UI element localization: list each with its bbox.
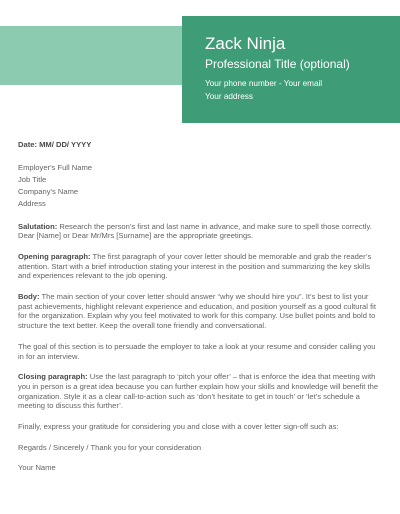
applicant-name: Zack Ninja [205,34,286,53]
header-block [182,16,400,123]
header-accent-band [0,26,182,85]
letter-body [18,140,380,484]
contact-line: Your phone number - Your email [205,79,323,88]
closing-text: Use the last paragraph to ‘pitch your offer’ – that is enforce the idea that meeting with you in person is a great idea because you can further explain how your skills and knowledge will benefit the organization. Style it as a clear call-to-action such as ‘don’t hesitate to get in touch’ or ‘let’s schedule a meeting to discuss this further’. [18,372,379,411]
salutation-paragraph [18,222,380,241]
company-name: Company's Name [18,187,79,197]
opening-text: The first paragraph of your cover letter should be memorable and grab the reader’s attention. Start with a brief introduction stating your interest in the position and summarizing the key skills and experiences relevant to the job opening. [18,251,372,281]
employer-job-title: Job Title [18,174,47,184]
gratitude-paragraph: Finally, express your gratitude for considering you and close with a cover letter sign-off such as: [18,422,339,432]
salutation-text: Research the person’s first and last name in advance, and make sure to spell those correctly. Dear [Name] or Dear Mr/Mrs [Surname] are the appropriate greetings. [18,221,372,241]
closing-paragraph [18,372,380,411]
letter-date: Date: MM/ DD/ YYYY [18,140,92,149]
goal-paragraph: The goal of this section is to persuade the employer to take a look at your resume and consider calling you in for an interview. [18,341,376,361]
opening-paragraph [18,252,380,281]
employer-address: Address [18,199,46,209]
professional-title: Professional Title (optional) [205,57,350,71]
signoff-line: Regards / Sincerely / Thank you for your consideration [18,442,202,452]
body-text: The main section of your cover letter should answer “why we should hire you”. It’s best to list your past achievements, highlight relevant experience and education, and position yourself as a good cultural fit for the organization. Explain why you feel motivated to work for this company. Use bullet points and bold to structure the text better. Keep the overall tone friendly and conversational. [18,292,376,331]
recipient-block [18,162,380,211]
closing-label: Closing paragraph: [18,372,88,382]
signature-name: Your Name [18,463,56,473]
salutation-label: Salutation: [18,221,58,231]
body-label: Body: [18,292,40,302]
opening-label: Opening paragraph: [18,251,91,261]
body-paragraph [18,292,380,331]
employer-full-name: Employer's Full Name [18,162,93,172]
applicant-address: Your address [205,92,253,101]
